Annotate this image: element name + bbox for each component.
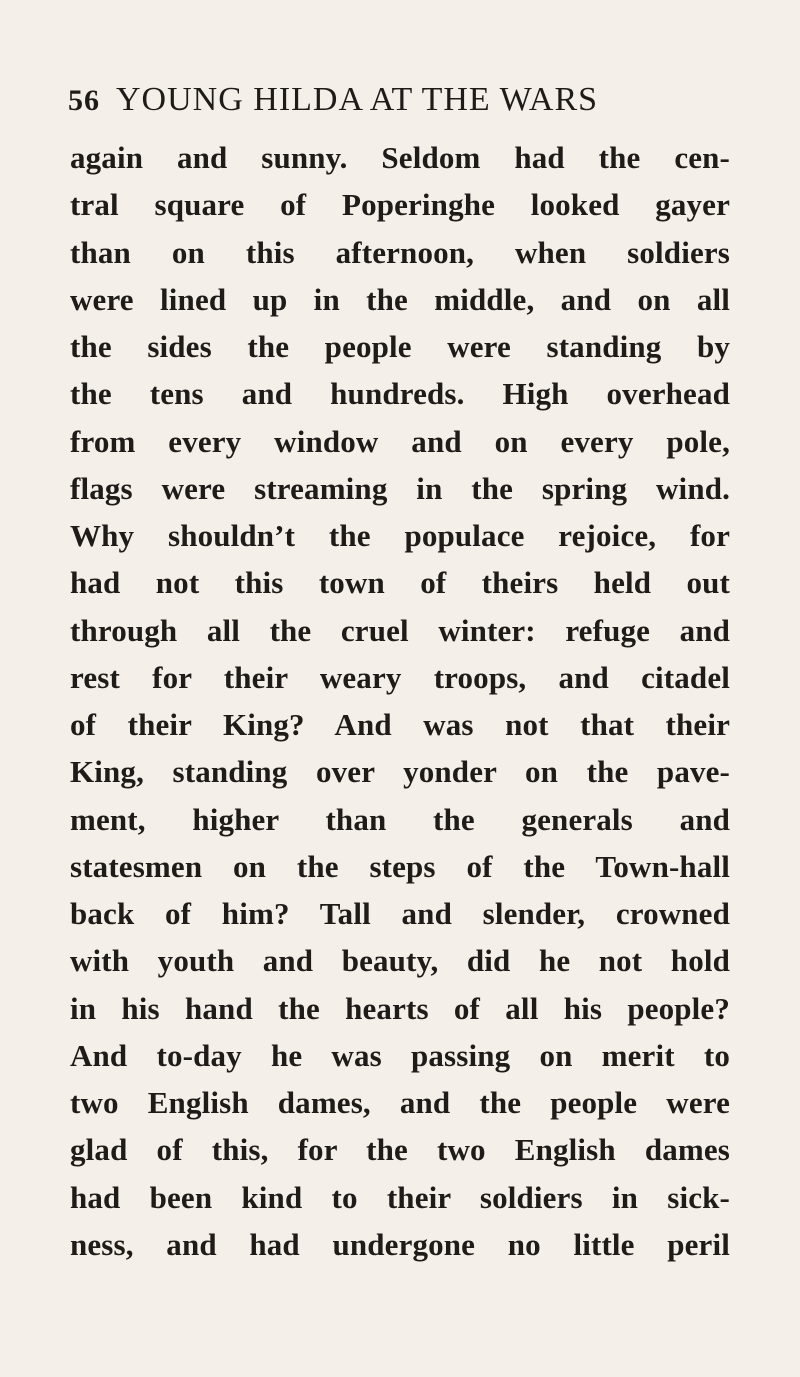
text-line-21: two English dames, and the people were [70, 1085, 730, 1120]
page-number: 56 [68, 84, 100, 117]
text-line-6: the tens and hundreds. High overhead [70, 376, 730, 412]
text-line-14: King, standing over yonder on the pave- [70, 754, 730, 790]
text-line-5: the sides the people were standing by [70, 329, 730, 364]
text-line-18: with youth and beauty, did he not hold [70, 943, 730, 979]
text-line-1: again and sunny. Seldom had the cen- [70, 140, 730, 175]
text-line-4: were lined up in the middle, and on all [70, 281, 730, 317]
body-text [70, 134, 730, 1268]
text-line-19: in his hand the hearts of all his people? [70, 990, 730, 1026]
text-line-22: glad of this, for the two English dames [70, 1132, 730, 1168]
text-line-17: back of him? Tall and slender, crowned [70, 896, 730, 931]
text-line-16: statesmen on the steps of the Town-hall [70, 848, 730, 884]
text-line-8: flags were streaming in the spring wind. [70, 470, 730, 506]
text-line-9: Why shouldn’t the populace rejoice, for [70, 518, 730, 553]
text-line-3: than on this afternoon, when soldiers [70, 234, 730, 270]
text-line-7: from every window and on every pole, [70, 423, 730, 459]
text-line-10: had not this town of theirs held out [70, 565, 730, 601]
running-head-title: YOUNG HILDA AT THE WARS [116, 81, 599, 118]
page-header [68, 83, 732, 131]
text-line-24: ness, and had undergone no little peril [70, 1226, 730, 1262]
text-line-11: through all the cruel winter: refuge and [70, 612, 730, 648]
text-line-20: And to-day he was passing on merit to [70, 1037, 730, 1073]
text-line-12: rest for their weary troops, and citadel [70, 659, 730, 695]
text-line-15: ment, higher than the generals and [70, 801, 730, 837]
text-line-13: of their King? And was not that their [70, 707, 730, 742]
text-line-23: had been kind to their soldiers in sick- [70, 1179, 730, 1215]
text-line-2: tral square of Poperinghe looked gayer [70, 187, 730, 223]
